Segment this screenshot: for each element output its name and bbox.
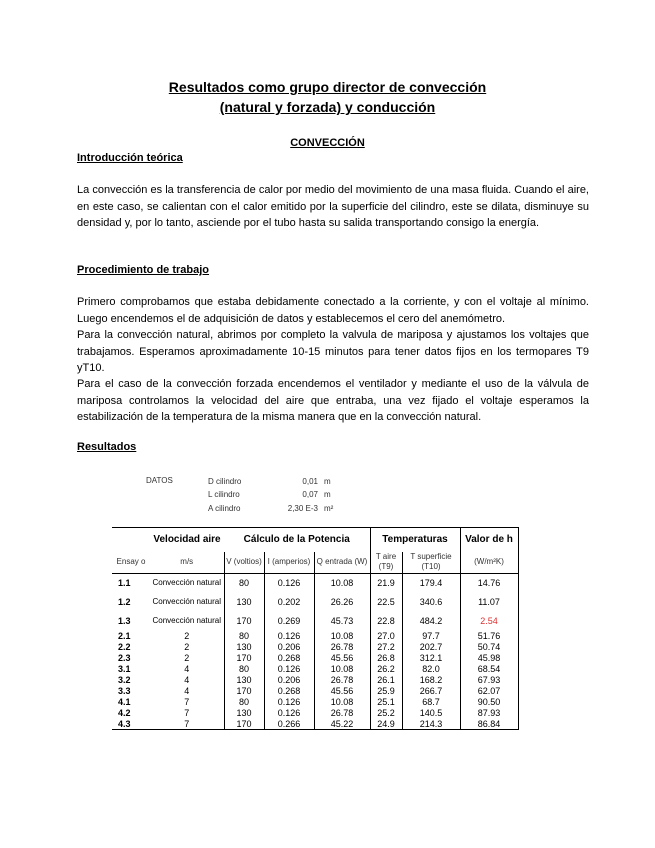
cell-i: 0.268 <box>264 653 314 664</box>
cell-vel: Convección natural <box>152 616 221 625</box>
cell-t10: 68.7 <box>402 697 460 708</box>
cell-h: 51.76 <box>460 631 518 642</box>
cell-ensayo: 3.1 <box>118 664 131 674</box>
cell-v: 170 <box>224 686 264 697</box>
cell-t9: 25.9 <box>370 686 402 697</box>
section-title: CONVECCIÓN <box>290 137 365 149</box>
cell-ensayo: 3.3 <box>118 686 131 696</box>
cell-h: 90.50 <box>460 697 518 708</box>
results-table <box>112 527 519 730</box>
cell-v: 130 <box>224 642 264 653</box>
cell-v: 130 <box>224 708 264 719</box>
cell-h: 45.98 <box>460 653 518 664</box>
datos-name: D cilindro <box>208 477 242 486</box>
cell-t10: 202.7 <box>402 642 460 653</box>
cell-q: 45.73 <box>314 612 370 631</box>
document-title-line-2: (natural y forzada) y conducción <box>219 99 436 115</box>
cell-t9: 26.2 <box>370 664 402 675</box>
header-temperaturas: Temperaturas <box>370 528 460 552</box>
table-row <box>112 574 518 593</box>
header-velocidad: Velocidad aire <box>150 528 224 552</box>
cell-i: 0.206 <box>264 675 314 686</box>
subheader-t9: T aire (T9) <box>370 552 402 574</box>
cell-h: 86.84 <box>460 719 518 730</box>
cell-v: 170 <box>224 653 264 664</box>
cell-h: 62.07 <box>460 686 518 697</box>
cell-q: 10.08 <box>314 574 370 593</box>
cell-vel: 7 <box>184 697 190 707</box>
results-heading: Resultados <box>77 441 137 453</box>
cell-t10: 266.7 <box>402 686 460 697</box>
subheader-ms: m/s <box>150 552 224 574</box>
cell-h: 67.93 <box>460 675 518 686</box>
datos-name: L cilindro <box>208 490 240 499</box>
datos-unit: m <box>324 477 331 486</box>
cell-t9: 22.5 <box>370 593 402 612</box>
cell-ensayo: 4.1 <box>118 697 131 707</box>
datos-value: 2,30 E-3 <box>287 504 318 513</box>
cell-ensayo: 4.3 <box>112 719 150 730</box>
cell-t10: 340.6 <box>402 593 460 612</box>
cell-q: 10.08 <box>314 631 370 642</box>
table-row <box>112 708 518 719</box>
procedure-paragraph-2: Para la convección natural, abrimos por completo la valvula de mariposa y ajustamos los voltajes que trabajamos. Esperamos aproximadamente 10-15 minutos para tener datos fijos en los termopares T9 yT10. <box>77 329 589 375</box>
cell-i: 0.126 <box>264 697 314 708</box>
procedure-heading: Procedimiento de trabajo <box>77 264 210 276</box>
document-title-line-1: Resultados como grupo director de convección <box>168 79 487 95</box>
cell-t9: 24.9 <box>370 719 402 730</box>
cell-ensayo: 1.2 <box>118 597 131 607</box>
cell-vel: 7 <box>150 719 224 730</box>
cell-t10: 214.3 <box>402 719 460 730</box>
cell-q: 45.56 <box>314 653 370 664</box>
cell-t9: 26.8 <box>370 653 402 664</box>
table-row <box>112 612 518 631</box>
header-calculo-potencia: Cálculo de la Potencia <box>224 528 370 552</box>
cell-h: 11.07 <box>460 593 518 612</box>
datos-unit: m² <box>324 504 334 513</box>
cell-t9: 21.9 <box>370 574 402 593</box>
cell-i: 0.269 <box>264 612 314 631</box>
cell-v: 80 <box>224 574 264 593</box>
subheader-q: Q entrada (W) <box>314 552 370 574</box>
subheader-t10: T superficie (T10) <box>402 552 460 574</box>
datos-label: DATOS <box>146 476 173 485</box>
cell-t10: 484.2 <box>402 612 460 631</box>
cell-v: 80 <box>224 664 264 675</box>
header-empty <box>112 528 150 552</box>
cell-vel: 4 <box>184 664 190 674</box>
cell-h: 2.54 <box>460 612 518 631</box>
cell-v: 80 <box>224 631 264 642</box>
procedure-paragraph-3: Para el caso de la convección forzada encendemos el ventilador y mediante el uso de la válvula de mariposa controlamos la velocidad del aire que entraba, una vez fijado el voltaje esperamos la estabilización de la temperatura de la misma manera que en la convección natural. <box>77 378 589 424</box>
cell-q: 26.78 <box>314 675 370 686</box>
cell-i: 0.202 <box>264 593 314 612</box>
subheader-v: V (voltios) <box>224 552 264 574</box>
cell-t10: 312.1 <box>402 653 460 664</box>
table-row <box>112 697 518 708</box>
datos-value: 0,07 <box>302 490 318 499</box>
cell-i: 0.266 <box>264 719 314 730</box>
table-row <box>112 675 518 686</box>
cell-q: 26.78 <box>314 708 370 719</box>
cell-ensayo: 1.3 <box>118 616 131 626</box>
cell-ensayo: 1.1 <box>118 578 131 589</box>
cell-t9: 22.8 <box>370 612 402 631</box>
cell-t10: 140.5 <box>402 708 460 719</box>
cell-h: 68.54 <box>460 664 518 675</box>
table-row <box>112 631 518 642</box>
table-row <box>112 642 518 653</box>
table-row <box>112 664 518 675</box>
cell-t10: 179.4 <box>402 574 460 593</box>
cell-vel: Convección natural <box>152 597 221 606</box>
table-row <box>112 593 518 612</box>
cell-i: 0.268 <box>264 686 314 697</box>
cell-i: 0.126 <box>264 708 314 719</box>
table-row <box>112 686 518 697</box>
cell-vel: Convección natural <box>152 578 221 588</box>
datos-unit: m <box>324 490 331 499</box>
cell-i: 0.126 <box>264 664 314 675</box>
table-row <box>112 653 518 664</box>
cell-h: 14.76 <box>460 574 518 593</box>
cell-t9: 26.1 <box>370 675 402 686</box>
datos-value: 0,01 <box>302 477 318 486</box>
cell-ensayo: 3.2 <box>118 675 131 685</box>
cell-v: 170 <box>224 612 264 631</box>
cell-ensayo: 2.2 <box>118 642 131 652</box>
cell-q: 45.22 <box>314 719 370 730</box>
cell-t10: 97.7 <box>402 631 460 642</box>
subheader-i: I (amperios) <box>264 552 314 574</box>
cell-v: 130 <box>224 675 264 686</box>
cell-i: 0.126 <box>264 631 314 642</box>
cell-q: 26.78 <box>314 642 370 653</box>
cell-t10: 82.0 <box>402 664 460 675</box>
datos-name: A cilindro <box>208 504 241 513</box>
cell-vel: 4 <box>184 686 190 696</box>
subheader-h-unit: (W/m²K) <box>460 552 518 574</box>
procedure-paragraph-1: Primero comprobamos que estaba debidamente conectado a la corriente, y con el voltaje al mínimo. Luego encendemos el de adquisición de datos y establecemos el cero del anemómetro. <box>77 296 589 325</box>
cell-q: 10.08 <box>314 697 370 708</box>
cell-h: 50.74 <box>460 642 518 653</box>
subheader-ensayo: Ensay o <box>112 552 150 574</box>
table-row <box>112 719 518 730</box>
cell-ensayo: 2.1 <box>118 631 131 641</box>
cell-q: 10.08 <box>314 664 370 675</box>
cell-t9: 27.0 <box>370 631 402 642</box>
cell-q: 26.26 <box>314 593 370 612</box>
intro-heading: Introducción teórica <box>77 152 183 164</box>
cell-vel: 4 <box>184 675 190 685</box>
cell-t9: 27.2 <box>370 642 402 653</box>
cell-ensayo: 4.2 <box>118 708 131 718</box>
cell-v: 170 <box>224 719 264 730</box>
cell-t9: 25.1 <box>370 697 402 708</box>
cell-vel: 7 <box>184 708 190 718</box>
cell-v: 80 <box>224 697 264 708</box>
cell-v: 130 <box>224 593 264 612</box>
header-valor-h: Valor de h <box>460 528 518 552</box>
cell-h: 87.93 <box>460 708 518 719</box>
cell-q: 45.56 <box>314 686 370 697</box>
cell-vel: 2 <box>184 653 190 663</box>
cell-ensayo: 2.3 <box>118 653 131 663</box>
cell-i: 0.126 <box>264 574 314 593</box>
intro-paragraph: La convección es la transferencia de calor por medio del movimiento de una masa fluida. Cuando el aire, en este caso, se calientan con el calor emitido por la superficie del cilindro, este se dilata, disminuye su densidad y, por lo tanto, asciende por el tubo hasta su salida transportando consigo la energía. <box>77 184 589 230</box>
cell-vel: 2 <box>184 642 190 652</box>
cell-vel: 2 <box>184 631 190 641</box>
cell-t10: 168.2 <box>402 675 460 686</box>
cell-i: 0.206 <box>264 642 314 653</box>
cell-t9: 25.2 <box>370 708 402 719</box>
